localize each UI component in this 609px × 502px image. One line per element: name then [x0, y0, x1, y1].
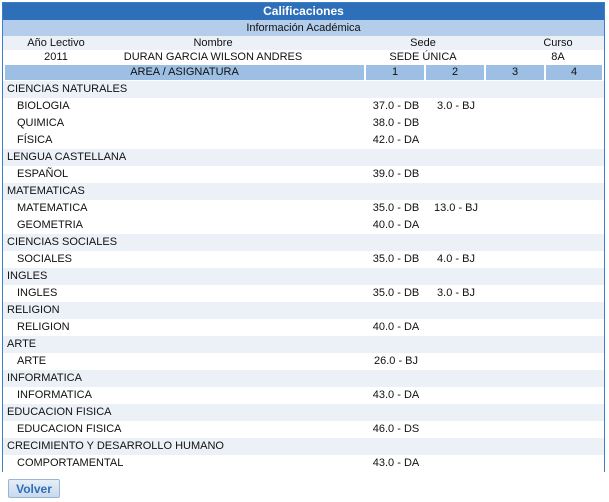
- grade-period-2: 3.0 - BJ: [437, 100, 475, 112]
- area-row: [3, 234, 604, 251]
- subject-name: QUIMICA: [17, 117, 65, 129]
- area-row: [3, 183, 604, 200]
- subject-name: EDUCACION FISICA: [17, 423, 122, 435]
- area-name: MATEMATICAS: [7, 185, 85, 197]
- column-header-period-1: 1: [366, 65, 424, 80]
- subject-name: ARTE: [17, 355, 47, 367]
- grade-period-1: 37.0 - DB: [372, 100, 420, 112]
- subject-name: RELIGION: [17, 321, 70, 333]
- area-name: INGLES: [7, 270, 48, 282]
- info-header-sede: Sede: [410, 37, 436, 49]
- area-row: [3, 268, 604, 285]
- info-header-row: [3, 36, 604, 50]
- subject-name: GEOMETRIA: [17, 219, 84, 231]
- subject-name: MATEMATICA: [17, 202, 88, 214]
- info-header-anio: Año Lectivo: [27, 37, 85, 49]
- column-header-period-4: 4: [546, 65, 602, 80]
- subject-row: [3, 455, 604, 472]
- subject-row: [3, 285, 604, 302]
- subject-row: [3, 217, 604, 234]
- area-name: INFORMATICA: [7, 372, 82, 384]
- area-row: [3, 302, 604, 319]
- grade-period-1: 40.0 - DA: [372, 219, 420, 231]
- panel-title: Calificaciones: [3, 3, 604, 20]
- area-name: CIENCIAS SOCIALES: [7, 236, 118, 248]
- subject-name: FÍSICA: [17, 134, 53, 146]
- grade-period-1: 35.0 - DB: [372, 287, 420, 299]
- column-header-area: AREA / ASIGNATURA: [5, 65, 364, 80]
- area-row: [3, 149, 604, 166]
- info-value-anio: 2011: [44, 51, 68, 63]
- subject-name: SOCIALES: [17, 253, 73, 265]
- info-value-sede: SEDE ÚNICA: [389, 51, 457, 63]
- grade-period-1: 35.0 - DB: [372, 202, 420, 214]
- subject-name: COMPORTAMENTAL: [17, 457, 124, 469]
- subject-name: ESPAÑOL: [17, 168, 69, 180]
- info-header-nombre: Nombre: [193, 37, 233, 49]
- subject-name: BIOLOGIA: [17, 100, 70, 112]
- area-row: [3, 370, 604, 387]
- area-row: [3, 81, 604, 98]
- info-value-nombre: DURAN GARCIA WILSON ANDRES: [123, 51, 303, 63]
- grades-table-body: [3, 81, 604, 472]
- subject-row: [3, 132, 604, 149]
- area-name: ARTE: [7, 338, 37, 350]
- area-name: EDUCACION FISICA: [7, 406, 112, 418]
- area-name: CRECIMIENTO Y DESARROLLO HUMANO: [7, 440, 224, 452]
- area-name: LENGUA CASTELLANA: [7, 151, 127, 163]
- area-row: [3, 404, 604, 421]
- grade-period-1: 43.0 - DA: [372, 389, 420, 401]
- info-value-row: [3, 50, 604, 64]
- section-subtitle: Información Académica: [3, 20, 604, 36]
- grade-period-2: 4.0 - BJ: [437, 253, 475, 265]
- subject-row: [3, 200, 604, 217]
- subject-row: [3, 98, 604, 115]
- volver-button[interactable]: Volver: [8, 479, 60, 498]
- grade-period-1: 42.0 - DA: [372, 134, 420, 146]
- column-header-period-3: 3: [486, 65, 544, 80]
- subject-row: [3, 421, 604, 438]
- area-row: [3, 438, 604, 455]
- column-header-period-2: 2: [426, 65, 484, 80]
- grade-period-1: 26.0 - BJ: [373, 355, 419, 367]
- info-value-curso: 8A: [551, 51, 565, 63]
- subject-name: INFORMATICA: [17, 389, 92, 401]
- area-row: [3, 336, 604, 353]
- grades-column-header: [5, 65, 602, 80]
- calificaciones-panel: [2, 2, 605, 472]
- grade-period-1: 35.0 - DB: [372, 253, 420, 265]
- subject-row: [3, 115, 604, 132]
- area-name: CIENCIAS NATURALES: [7, 83, 128, 95]
- info-header-curso: Curso: [543, 37, 573, 49]
- grade-period-1: 40.0 - DA: [372, 321, 420, 333]
- area-name: RELIGION: [7, 304, 60, 316]
- subject-row: [3, 166, 604, 183]
- grade-period-1: 39.0 - DB: [372, 168, 420, 180]
- grade-period-1: 46.0 - DS: [372, 423, 420, 435]
- subject-row: [3, 353, 604, 370]
- subject-row: [3, 387, 604, 404]
- subject-row: [3, 251, 604, 268]
- subject-name: INGLES: [17, 287, 58, 299]
- grade-period-2: 3.0 - BJ: [437, 287, 475, 299]
- grade-period-1: 43.0 - DA: [372, 457, 420, 469]
- grade-period-2: 13.0 - BJ: [433, 202, 479, 214]
- subject-row: [3, 319, 604, 336]
- grade-period-1: 38.0 - DB: [372, 117, 420, 129]
